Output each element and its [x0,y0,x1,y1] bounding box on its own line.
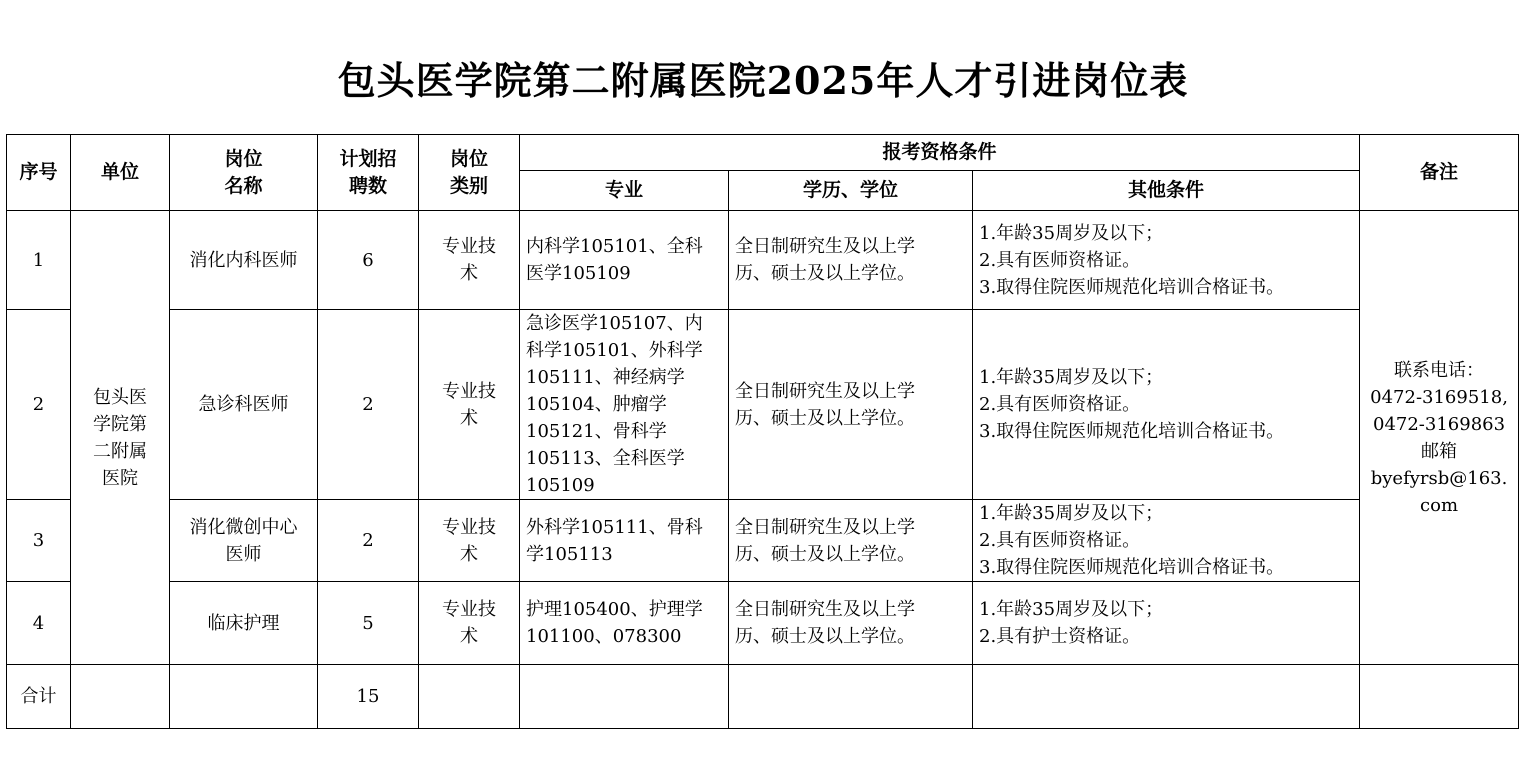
row-post-name: 急诊科医师 [170,310,318,500]
header-remarks: 备注 [1360,135,1519,211]
row-category: 专业技 术 [419,582,520,665]
recruitment-table [6,134,1519,729]
row-count: 2 [318,310,419,500]
header-seq: 序号 [7,135,71,211]
empty-cell [71,665,170,729]
row-category: 专业技 术 [419,310,520,500]
contact-email: byefyrsb@163. [1370,467,1508,489]
empty-cell [1360,665,1519,729]
row-category: 专业技 术 [419,500,520,582]
row-degree: 全日制研究生及以上学 历、硕士及以上学位。 [729,310,973,500]
total-row [7,665,1519,729]
row-seq: 1 [7,211,71,310]
empty-cell [419,665,520,729]
table-row [7,582,1519,665]
row-count: 5 [318,582,419,665]
header-row-1 [7,135,1519,171]
row-degree: 全日制研究生及以上学 历、硕士及以上学位。 [729,211,973,310]
row-seq: 4 [7,582,71,665]
header-major: 专业 [520,171,729,211]
remarks-cell: 联系电话： 0472-3169518, 0472-3169863 邮箱 byefyrsb@163. com [1360,211,1519,665]
row-other-conditions: 1.年龄35周岁及以下； 2.具有医师资格证。 3.取得住院医师规范化培训合格证书。 [973,211,1360,310]
row-count: 6 [318,211,419,310]
page-title: 包头医学院第二附属医院2025年人才引进岗位表 [337,58,1189,103]
row-post-name: 消化内科医师 [170,211,318,310]
row-major: 内科学105101、全科 医学105109 [520,211,729,310]
row-other-conditions: 1.年龄35周岁及以下； 2.具有医师资格证。 3.取得住院医师规范化培训合格证书。 [973,310,1360,500]
row-degree: 全日制研究生及以上学 历、硕士及以上学位。 [729,500,973,582]
row-seq: 3 [7,500,71,582]
empty-cell [973,665,1360,729]
header-plan-count: 计划招 聘数 [318,135,419,211]
empty-cell [729,665,973,729]
header-post-category: 岗位 类别 [419,135,520,211]
unit-cell: 包头医 学院第 二附属 医院 [71,211,170,665]
table-row [7,310,1519,500]
row-major: 外科学105111、骨科 学105113 [520,500,729,582]
total-count: 15 [318,665,419,729]
table-row [7,211,1519,310]
row-count: 2 [318,500,419,582]
row-major: 急诊医学105107、内 科学105101、外科学 105111、神经病学 105104、肿瘤学 105121、骨科学 105113、全科医学 105109 [520,310,729,500]
row-post-name: 临床护理 [170,582,318,665]
header-unit: 单位 [71,135,170,211]
row-other-conditions: 1.年龄35周岁及以下； 2.具有护士资格证。 [973,582,1360,665]
total-label: 合计 [7,665,71,729]
empty-cell [520,665,729,729]
row-category: 专业技 术 [419,211,520,310]
header-other: 其他条件 [973,171,1360,211]
header-degree: 学历、学位 [729,171,973,211]
row-major: 护理105400、护理学 101100、078300 [520,582,729,665]
empty-cell [170,665,318,729]
row-seq: 2 [7,310,71,500]
header-qualifications: 报考资格条件 [520,135,1360,171]
header-post-name: 岗位 名称 [170,135,318,211]
row-other-conditions: 1.年龄35周岁及以下； 2.具有医师资格证。 3.取得住院医师规范化培训合格证书。 [973,500,1360,582]
table-row [7,500,1519,582]
row-degree: 全日制研究生及以上学 历、硕士及以上学位。 [729,582,973,665]
row-post-name: 消化微创中心 医师 [170,500,318,582]
